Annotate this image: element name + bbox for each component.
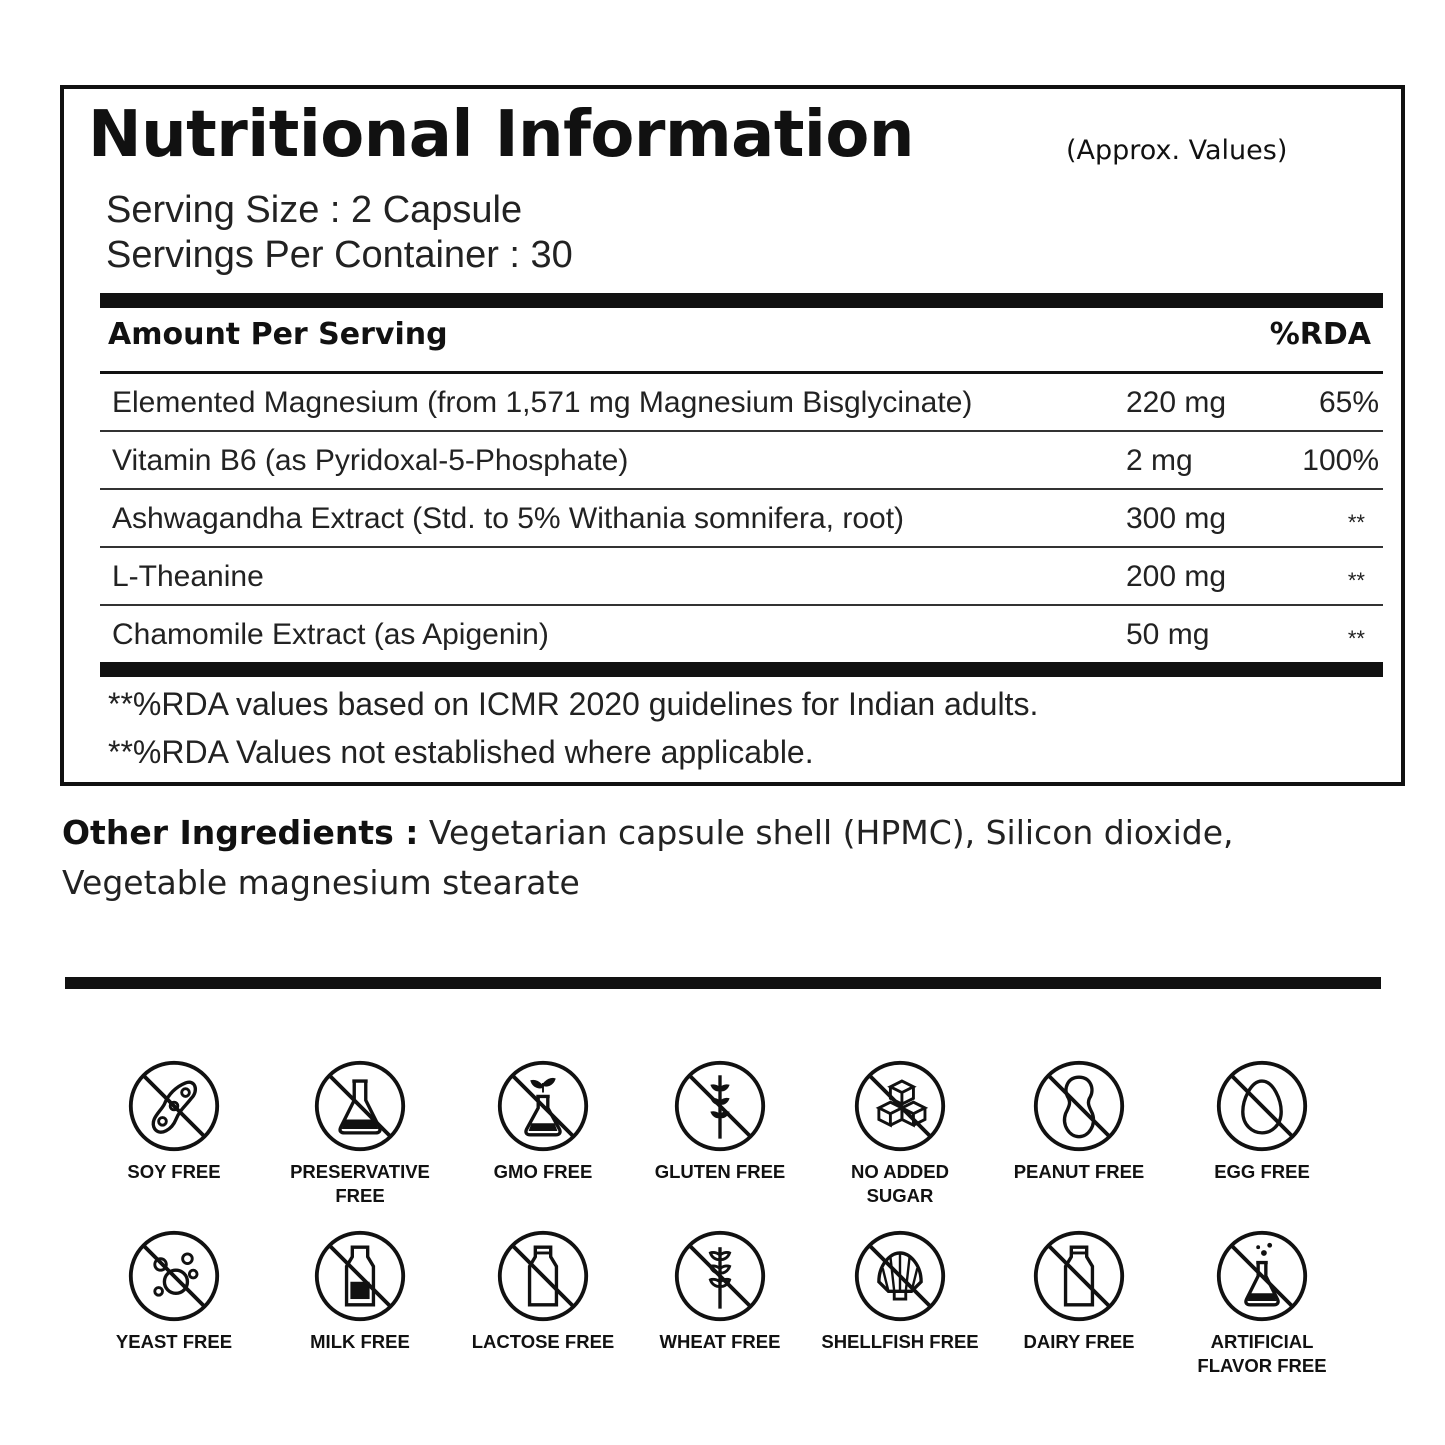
grain-icon (672, 1058, 768, 1154)
servings-per-container: Servings Per Container : 30 (106, 234, 573, 276)
soy-icon (126, 1058, 222, 1154)
badge-preservative-free (280, 1058, 440, 1208)
nutrient-rda: ** (1347, 626, 1365, 651)
artificial-flavor-icon (1214, 1228, 1310, 1324)
flask-icon (312, 1058, 408, 1154)
badge-label: SOY FREE (127, 1161, 221, 1182)
peanut-icon (1031, 1058, 1127, 1154)
sugar-cubes-icon (852, 1058, 948, 1154)
section-divider (65, 977, 1381, 989)
badge-gluten-free (640, 1058, 800, 1184)
badge-shellfish-free (820, 1228, 980, 1354)
lactose-bottle-icon (495, 1228, 591, 1324)
badge-label: LACTOSE FREE (471, 1331, 615, 1352)
nutrient-amount: 300 mg (1126, 502, 1227, 535)
nutrient-name: Elemented Magnesium (from 1,571 mg Magnesium Bisglycinate) (112, 386, 973, 419)
badge-label: YEAST FREE (115, 1331, 233, 1352)
nutrient-rda: ** (1347, 510, 1365, 535)
nutrient-name: Vitamin B6 (as Pyridoxal-5-Phosphate) (112, 444, 629, 477)
yeast-icon (126, 1228, 222, 1324)
badge-label: WHEAT FREE (659, 1331, 781, 1352)
badge-label: PEANUT FREE (1013, 1161, 1145, 1182)
badge-dairy-free (999, 1228, 1159, 1354)
nutrient-rda: 65% (1318, 386, 1379, 419)
wheat-icon (672, 1228, 768, 1324)
table-row (100, 374, 1383, 432)
table-row (100, 490, 1383, 548)
nutrient-rda: 100% (1302, 444, 1379, 477)
badge-peanut-free (999, 1058, 1159, 1184)
badge-wheat-free (640, 1228, 800, 1354)
badge-egg-free (1182, 1058, 1342, 1184)
badge-label: NO ADDED SUGAR (851, 1161, 949, 1206)
shell-icon (852, 1228, 948, 1324)
nutrient-table (100, 374, 1383, 662)
nutrition-facts-panel (60, 85, 1405, 786)
badge-lactose-free (463, 1228, 623, 1354)
other-ingredients-label: Other Ingredients : (62, 813, 419, 852)
nutrient-rda: ** (1347, 568, 1365, 593)
milk-bottle-icon (312, 1228, 408, 1324)
table-row (100, 548, 1383, 606)
badge-label: GLUTEN FREE (654, 1161, 786, 1182)
nutrient-amount: 2 mg (1126, 444, 1193, 477)
rda-header: %RDA (1269, 317, 1371, 352)
badge-label: ARTIFICIAL FLAVOR FREE (1197, 1331, 1327, 1376)
badge-no-added-sugar (820, 1058, 980, 1208)
badge-label: PRESERVATIVE FREE (290, 1161, 430, 1206)
badge-label: GMO FREE (493, 1161, 593, 1182)
badge-label: SHELLFISH FREE (821, 1331, 979, 1352)
badge-yeast-free (94, 1228, 254, 1354)
badge-label: EGG FREE (1214, 1161, 1310, 1182)
nutrient-amount: 200 mg (1126, 560, 1227, 593)
panel-subtitle: (Approx. Values) (1066, 135, 1288, 166)
footnote: **%RDA Values not established where applicable. (108, 734, 814, 770)
nutrient-name: Ashwagandha Extract (Std. to 5% Withania somnifera, root) (112, 502, 905, 535)
other-ingredients (62, 808, 1402, 908)
badge-milk-free (280, 1228, 440, 1354)
panel-title: Nutritional Information (88, 98, 914, 172)
egg-icon (1214, 1058, 1310, 1154)
badge-soy-free (94, 1058, 254, 1184)
footnote: **%RDA values based on ICMR 2020 guidelines for Indian adults. (108, 686, 1039, 722)
dairy-bottle-icon (1031, 1228, 1127, 1324)
other-ingredients-text: Vegetarian capsule shell (HPMC), Silicon dioxide, Vegetable magnesium stearate (62, 813, 1234, 902)
amount-per-serving-header: Amount Per Serving (108, 317, 448, 352)
nutrient-name: Chamomile Extract (as Apigenin) (112, 618, 549, 651)
serving-size: Serving Size : 2 Capsule (106, 189, 523, 231)
badge-gmo-free (463, 1058, 623, 1184)
nutrient-name: L-Theanine (112, 560, 264, 593)
top-rule (100, 293, 1383, 308)
table-row (100, 432, 1383, 490)
gmo-flask-icon (495, 1058, 591, 1154)
badge-label: DAIRY FREE (1023, 1331, 1135, 1352)
table-row (100, 606, 1383, 662)
bottom-rule (100, 662, 1383, 677)
badge-label: MILK FREE (310, 1331, 410, 1352)
nutrient-amount: 220 mg (1126, 386, 1227, 419)
badge-artificial-flavor-free (1182, 1228, 1342, 1378)
nutrient-amount: 50 mg (1126, 618, 1210, 651)
